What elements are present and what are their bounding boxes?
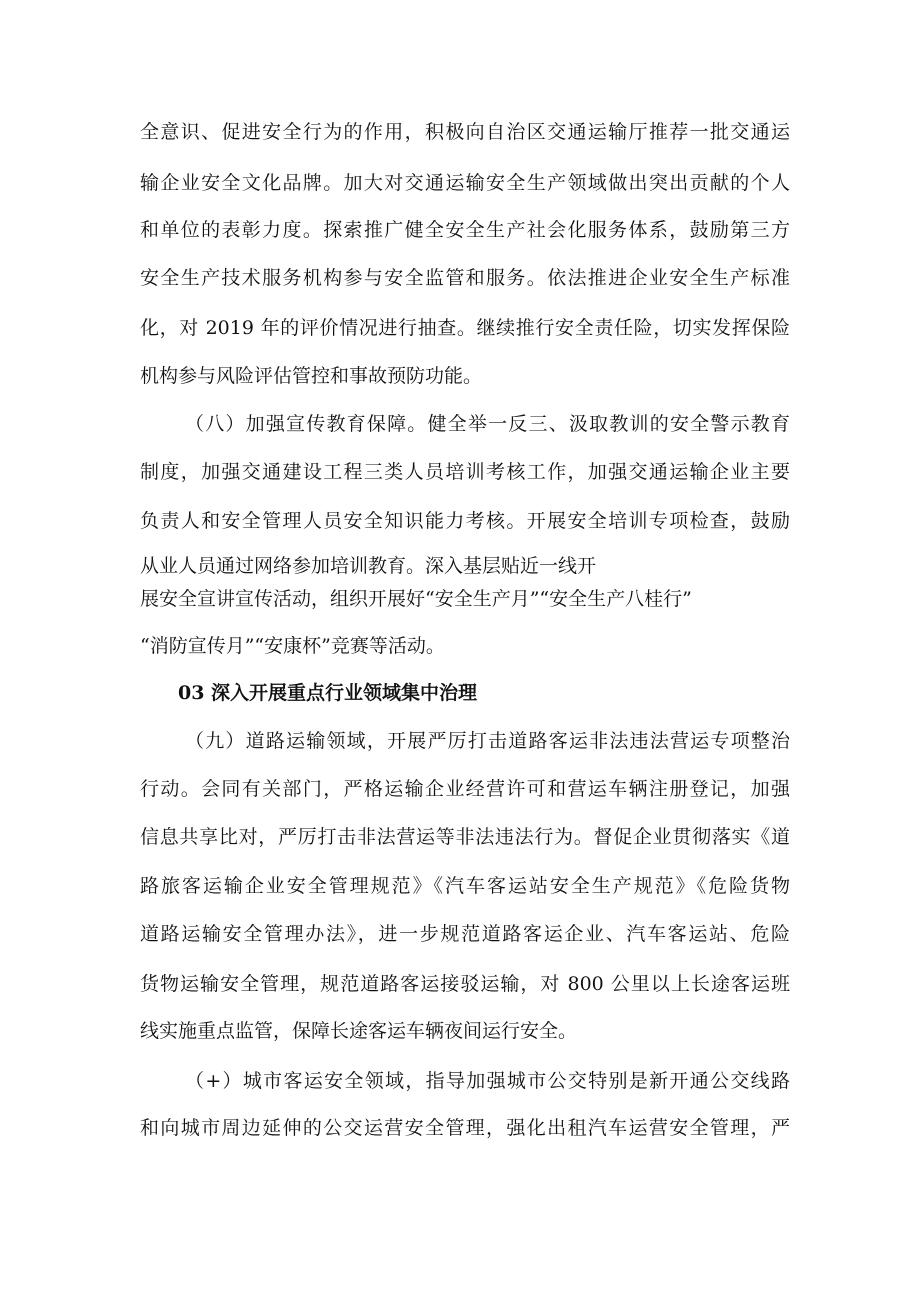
paragraph-line: 货物运输安全管理，规范道路客运接驳运输，对 800 公里以上长途客运班 xyxy=(140,973,790,995)
paragraph-line: “消防宣传月”“安康杯”竞赛等活动。 xyxy=(140,635,445,657)
paragraph-line: （八）加强宣传教育保障。健全举一反三、汲取教训的安全警示教育 xyxy=(185,413,790,435)
paragraph-line: 行动。会同有关部门，严格运输企业经营许可和营运车辆注册登记，加强 xyxy=(140,778,790,800)
paragraph-line: 路旅客运输企业安全管理规范》《汽车客运站安全生产规范》《危险货物 xyxy=(140,875,790,897)
paragraph-line: 输企业安全文化品牌。加大对交通运输安全生产领域做出突出贡献的个人 xyxy=(140,172,790,194)
paragraph-line: 和单位的表彰力度。探索推广健全安全生产社会化服务体系，鼓励第三方 xyxy=(140,219,790,241)
paragraph-line: 化，对 2019 年的评价情况进行抽查。继续推行安全责任险，切实发挥保险 xyxy=(140,317,790,339)
section-heading: 03 深入开展重点行业领域集中治理 xyxy=(178,682,478,704)
paragraph-line: 机构参与风险评估管控和事故预防功能。 xyxy=(140,365,483,387)
paragraph-line: （九）道路运输领域，开展严厉打击道路客运非法违法营运专项整治 xyxy=(185,730,790,752)
paragraph-line: 从业人员通过网络参加培训教育。深入基层贴近一线开 xyxy=(140,555,597,577)
paragraph-line: 制度，加强交通建设工程三类人员培训考核工作，加强交通运输企业主要 xyxy=(140,461,790,483)
paragraph-line: （+）城市客运安全领域，指导加强城市公交特别是新开通公交线路 xyxy=(185,1070,790,1092)
paragraph-line: 展安全宣讲宣传活动，组织开展好“安全生产月”“安全生产八桂行” xyxy=(140,588,692,610)
paragraph-line: 道路运输安全管理办法》，进一步规范道路客运企业、汽车客运站、危险 xyxy=(140,923,790,945)
paragraph-line: 安全生产技术服务机构参与安全监管和服务。依法推进企业安全生产标准 xyxy=(140,267,790,289)
paragraph-line: 信息共享比对，严厉打击非法营运等非法违法行为。督促企业贯彻落实《道 xyxy=(140,826,790,848)
paragraph-line: 负责人和安全管理人员安全知识能力考核。开展安全培训专项检查，鼓励 xyxy=(140,510,790,532)
paragraph-line: 全意识、促进安全行为的作用，积极向自治区交通运输厅推荐一批交通运 xyxy=(140,121,790,143)
paragraph-line: 和向城市周边延伸的公交运营安全管理，强化出租汽车运营安全管理，严 xyxy=(140,1117,790,1139)
paragraph-line: 线实施重点监管，保障长途客运车辆夜间运行安全。 xyxy=(140,1020,578,1042)
